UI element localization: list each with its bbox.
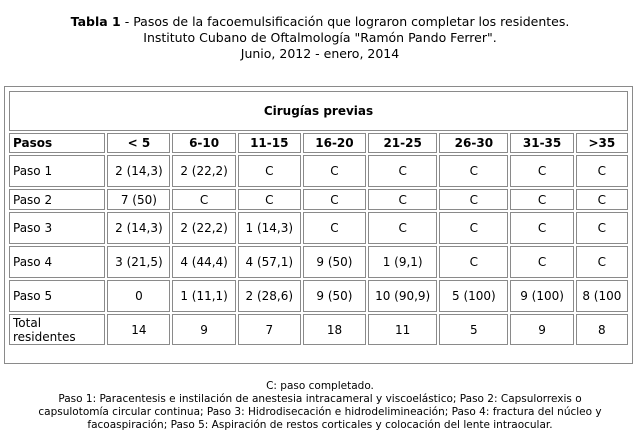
column-header: Pasos (9, 133, 105, 153)
table-cell: 3 (21,5) (107, 246, 170, 278)
table-cell: C (303, 155, 366, 187)
table-row (9, 246, 628, 278)
caption-institution: Instituto Cubano de Oftalmología "Ramón Pando Ferrer". (143, 30, 497, 45)
data-table (7, 89, 630, 347)
table-cell: 2 (28,6) (238, 280, 301, 312)
row-label: Paso 2 (9, 189, 105, 210)
table-cell: 7 (50) (107, 189, 170, 210)
table-cell: C (238, 155, 301, 187)
column-header: 26-30 (439, 133, 508, 153)
table-row (9, 212, 628, 244)
column-header: 16-20 (303, 133, 366, 153)
table-cell: 8 (100 (576, 280, 628, 312)
table-cell: 7 (238, 314, 301, 345)
table-cell: 5 (100) (439, 280, 508, 312)
table-cell: 9 (172, 314, 235, 345)
table-cell: 0 (107, 280, 170, 312)
table-cell: 1 (9,1) (368, 246, 437, 278)
table-cell: 4 (57,1) (238, 246, 301, 278)
table-cell: 9 (50) (303, 246, 366, 278)
table-cell: 2 (14,3) (107, 212, 170, 244)
table-label: Tabla 1 (70, 14, 121, 29)
table-cell: 9 (50) (303, 280, 366, 312)
table-cell: 9 (510, 314, 573, 345)
column-header: 31-35 (510, 133, 573, 153)
table-cell: C (303, 212, 366, 244)
table-cell: C (368, 189, 437, 210)
table-row (9, 314, 628, 345)
column-header: >35 (576, 133, 628, 153)
table-cell: 4 (44,4) (172, 246, 235, 278)
table-cell: C (439, 246, 508, 278)
table-cell: 2 (14,3) (107, 155, 170, 187)
table-cell: C (510, 212, 573, 244)
table-cell: C (439, 189, 508, 210)
table-cell: C (576, 246, 628, 278)
column-header: < 5 (107, 133, 170, 153)
data-table-frame (4, 86, 633, 364)
caption-title: - Pasos de la facoemulsificación que lograron completar los residentes. (120, 14, 570, 29)
table-cell: C (510, 189, 573, 210)
table-cell: 11 (368, 314, 437, 345)
table-cell: C (238, 189, 301, 210)
table-cell: 1 (14,3) (238, 212, 301, 244)
table-cell: C (368, 155, 437, 187)
table-cell: C (510, 246, 573, 278)
table-cell: 1 (11,1) (172, 280, 235, 312)
table-caption (0, 14, 640, 62)
notes-line: facoaspiración; Paso 5: Aspiración de restos corticales y colocación del lente intraocular. (87, 419, 553, 431)
caption-period: Junio, 2012 - enero, 2014 (240, 46, 400, 61)
table-cell: 2 (22,2) (172, 155, 235, 187)
group-header: Cirugías previas (9, 91, 628, 131)
column-header: 21-25 (368, 133, 437, 153)
table-cell: C (439, 155, 508, 187)
row-label: Paso 3 (9, 212, 105, 244)
column-header: 11-15 (238, 133, 301, 153)
table-cell: 10 (90,9) (368, 280, 437, 312)
table-row (9, 189, 628, 210)
table-cell: C (172, 189, 235, 210)
table-cell: C (303, 189, 366, 210)
table-notes (0, 380, 640, 432)
table-row (9, 280, 628, 312)
table-cell: 2 (22,2) (172, 212, 235, 244)
table-cell: C (576, 155, 628, 187)
notes-line: Paso 1: Paracentesis e instilación de anestesia intracameral y viscoelástico; Paso 2: Capsulorrexis o (58, 393, 582, 405)
notes-line: capsulotomía circular continua; Paso 3: Hidrodisecación e hidrodelimineación; Paso 4: fractura del núcleo y (38, 406, 602, 418)
table-cell: 9 (100) (510, 280, 573, 312)
row-label: Paso 1 (9, 155, 105, 187)
table-cell: 8 (576, 314, 628, 345)
row-label: Paso 5 (9, 280, 105, 312)
table-cell: 18 (303, 314, 366, 345)
table-cell: 14 (107, 314, 170, 345)
table-cell: C (439, 212, 508, 244)
table-cell: C (576, 189, 628, 210)
table-cell: C (510, 155, 573, 187)
row-label: Paso 4 (9, 246, 105, 278)
table-cell: C (576, 212, 628, 244)
table-cell: C (368, 212, 437, 244)
notes-legend: C: paso completado. (266, 380, 374, 392)
table-cell: 5 (439, 314, 508, 345)
column-header: 6-10 (172, 133, 235, 153)
table-row (9, 155, 628, 187)
row-label: Total residentes (9, 314, 105, 345)
